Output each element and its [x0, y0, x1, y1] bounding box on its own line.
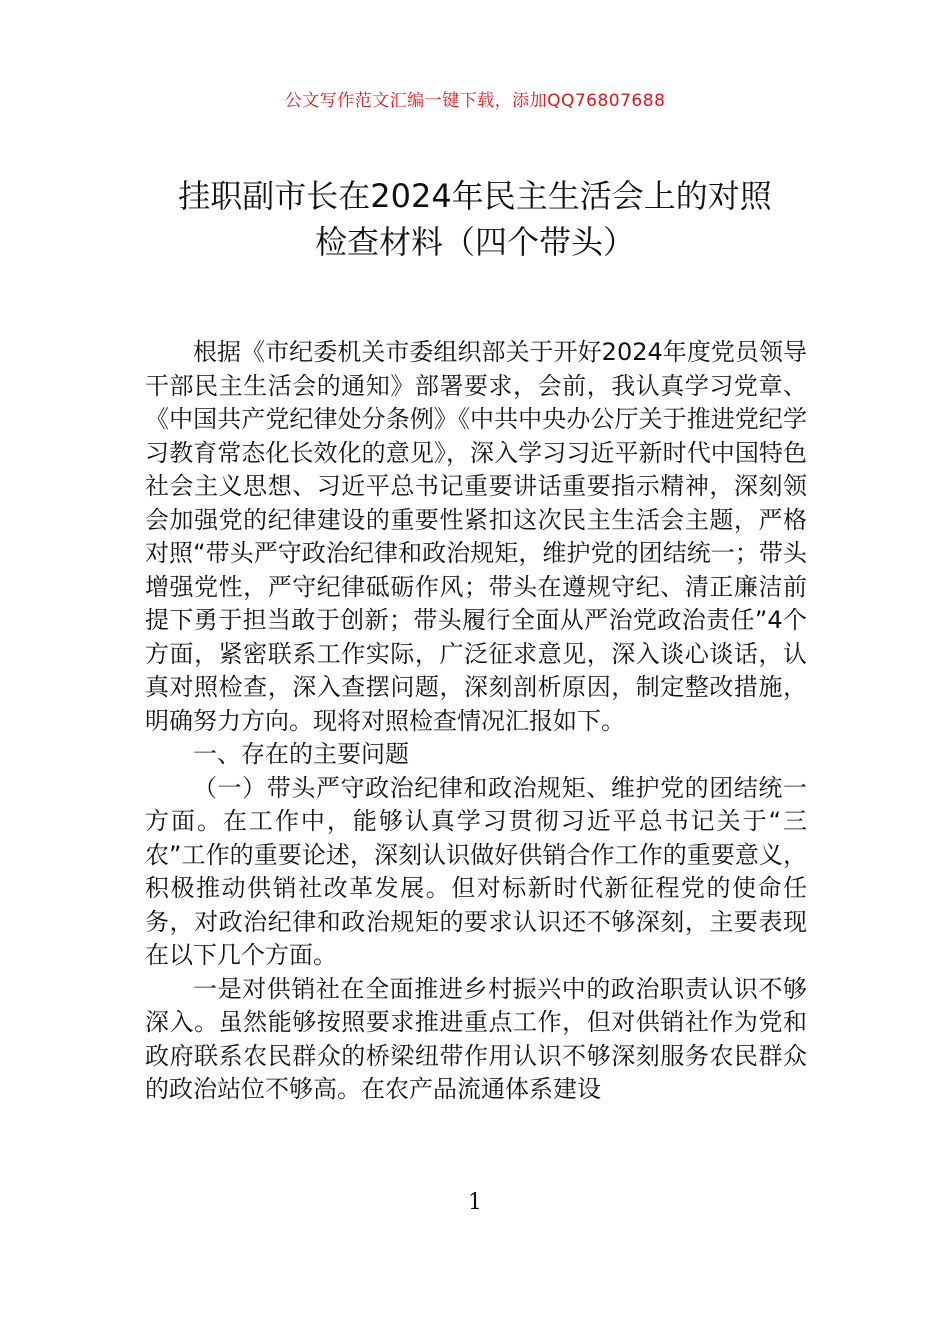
document-title-line-1: 挂职副市长在2024年民主生活会上的对照 — [178, 177, 772, 215]
section-heading-problems: 一、存在的主要问题 — [193, 740, 409, 768]
paragraph-intro: 根据《市纪委机关市委组织部关于开好2024年度党员领导干部民主生活会的通知》部署要求，会前，我认真学习党章、《中国共产党纪律处分条例》《中共中央办公厅关于推进党纪学习教育常态化长效化的意见》，深入学习习近平新时代中国特色社会主义思想、习近平总书记重要讲话重要指示精神，深刻领会加强党的纪律建设的重要性紧扣这次民主生活会主题，严格对照“带头严守政治纪律和政治规矩，维护党的团结统一；带头增强党性，严守纪律砥砺作风；带头在遵规守纪、清正廉洁前提下勇于担当敢于创新；带头履行全面从严治党政治责任”4个方面，紧密联系工作实际，广泛征求意见，深入谈心谈话，认真对照检查，深入查摆问题，深刻剖析原因，制定整改措施，明确努力方向。现将对照检查情况汇报如下。 — [145, 338, 807, 735]
paragraph-point-one: 一是对供销社在全面推进乡村振兴中的政治职责认识不够深入。虽然能够按照要求推进重点工作，但对供销社作为党和政府联系农民群众的桥梁纽带作用认识不够深刻服务农民群众的政治站位不够高。在农产品流通体系建设 — [145, 974, 807, 1103]
document-title-line-2: 检查材料（四个带头） — [314, 223, 635, 261]
paragraph-subsection-one: （一）带头严守政治纪律和政治规矩、维护党的团结统一方面。在工作中，能够认真学习贯彻习近平总书记关于“三农”工作的重要论述，深刻认识做好供销合作工作的重要意义，积极推动供销社改革发展。但对标新时代新征程党的使命任务，对政治纪律和政治规矩的要求认识还不够深刻，主要表现在以下几个方面。 — [145, 773, 807, 969]
header-advertisement: 公文写作范文汇编一键下载，添加QQ76807688 — [284, 91, 666, 111]
page-number: 1 — [468, 1190, 482, 1215]
document-body — [145, 336, 807, 1107]
